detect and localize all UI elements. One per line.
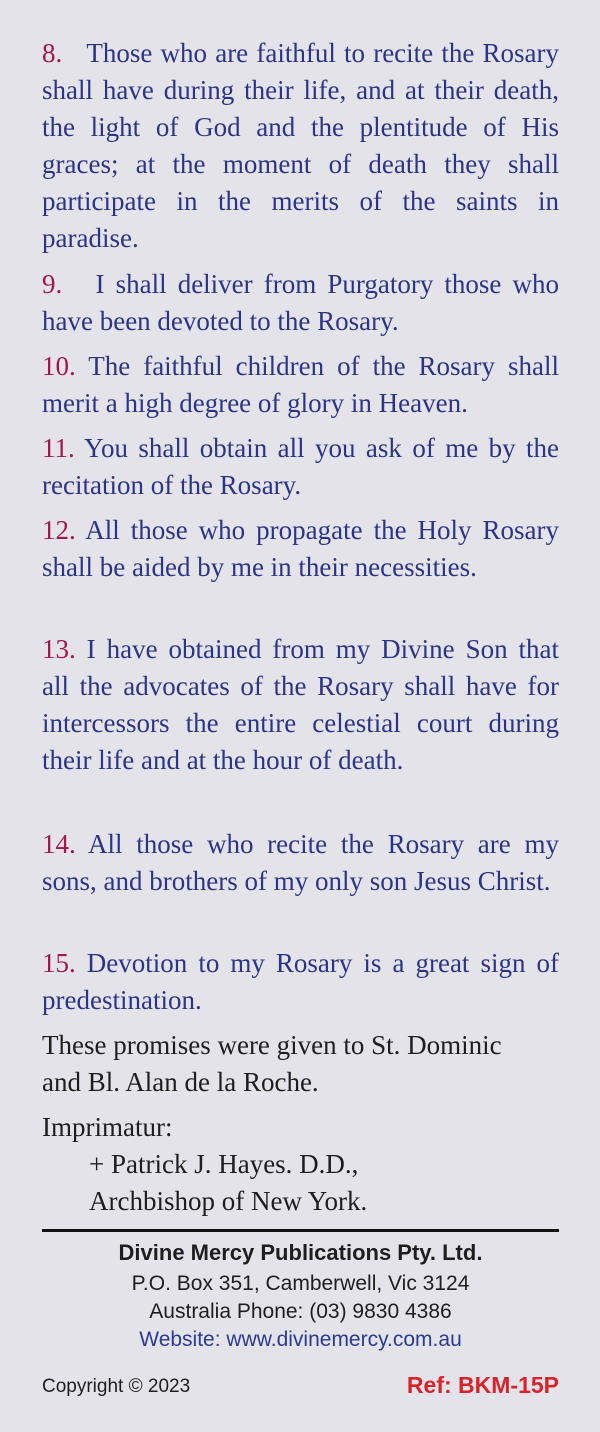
publisher-address: P.O. Box 351, Camberwell, Vic 3124 — [131, 1272, 470, 1295]
promise-item — [42, 266, 559, 340]
publisher-name: Divine Mercy Publications Pty. Ltd. — [118, 1240, 483, 1265]
imprimatur-title: Archbishop of New York. — [89, 1186, 368, 1216]
promise-text: Devotion to my Rosary is a great sign of predestination. — [42, 948, 560, 1015]
promise-number: 8. — [42, 38, 63, 68]
promise-item — [42, 348, 559, 422]
origin-note — [42, 1027, 559, 1101]
promise-number: 9. — [42, 269, 63, 299]
promise-text: You shall obtain all you ask of me by the recitation of the Rosary. — [42, 433, 560, 500]
origin-note-line: and Bl. Alan de la Roche. — [42, 1067, 319, 1097]
promise-text: I shall deliver from Purgatory those who have been devoted to the Rosary. — [42, 269, 560, 336]
promise-text: All those who recite the Rosary are my sons, and brothers of my only son Jesus Christ. — [42, 829, 559, 896]
imprimatur-name: + Patrick J. Hayes. D.D., — [89, 1149, 359, 1179]
promise-item — [42, 35, 559, 257]
promise-item — [42, 631, 559, 779]
divider-rule — [42, 1229, 559, 1232]
promise-number: 11. — [42, 433, 75, 463]
promise-number: 10. — [42, 351, 76, 381]
imprimatur-label: Imprimatur: — [42, 1112, 173, 1142]
reference-code: Ref: BKM-15P — [406, 1372, 559, 1398]
promise-item — [42, 826, 559, 900]
publisher-website-link[interactable]: Website: www.divinemercy.com.au — [139, 1328, 462, 1351]
copyright-text: Copyright © 2023 — [42, 1376, 191, 1397]
promise-text: All those who propagate the Holy Rosary shall be aided by me in their necessities. — [42, 515, 559, 582]
promise-item — [42, 945, 559, 1019]
promise-number: 12. — [42, 515, 76, 545]
origin-note-line: These promises were given to St. Dominic — [42, 1030, 502, 1060]
promise-item — [42, 430, 559, 504]
promise-number: 14. — [42, 829, 76, 859]
promise-number: 13. — [42, 634, 76, 664]
publisher-phone: Australia Phone: (03) 9830 4386 — [149, 1300, 452, 1323]
imprimatur-block — [42, 1109, 559, 1220]
promise-number: 15. — [42, 948, 76, 978]
promise-text: I have obtained from my Divine Son that all the advocates of the Rosary shall have for intercessors the entire celestial court during their life and at the hour of death. — [42, 634, 560, 775]
promise-item — [42, 512, 559, 586]
promise-text: The faithful children of the Rosary shall merit a high degree of glory in Heaven. — [42, 351, 560, 418]
promise-text: Those who are faithful to recite the Rosary shall have during their life, and at their death, the light of God and the plentitude of His graces; at the moment of death they shall participate in the merits of the saints in paradise. — [42, 38, 560, 253]
